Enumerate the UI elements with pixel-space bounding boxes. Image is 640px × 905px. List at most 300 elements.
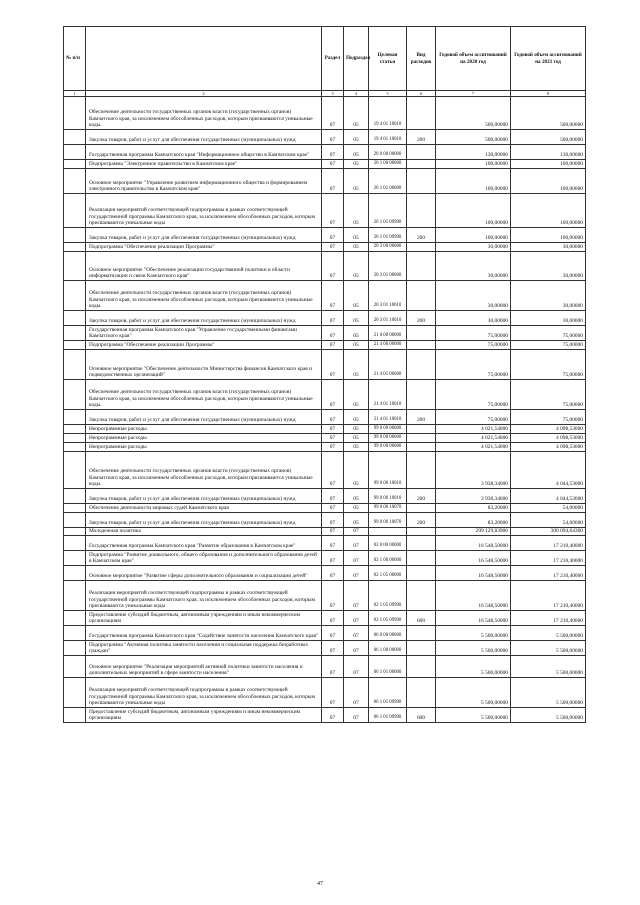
name-cell: Непрограммные расходы [86,425,322,434]
target-code-cell: 99 0 00 10010 [369,489,407,504]
target-code-cell: 20 1 01 09990 [369,228,407,243]
subsection-cell: 05 [344,97,369,130]
name-cell: Обеспечение деятельности государственных органов власти (государственных органов) Камчатского края, за исключением обособленных расходов, которым присваиваются уникальные коды. [86,97,322,130]
num-cell [64,528,86,536]
expense-type-cell: 200 [407,513,436,528]
num-cell [64,513,86,528]
subsection-cell: 07 [344,641,369,656]
table-row [64,513,586,528]
table-row [64,326,586,341]
table-row [64,341,586,350]
expense-type-cell [407,169,436,194]
num-cell [64,97,86,130]
section-cell: 07 [322,611,344,626]
section-cell: 07 [322,145,344,160]
amount-2020-cell: 16 548,50000 [436,611,511,626]
amount-2020-cell: 75,00000 [436,380,511,410]
expense-type-cell [407,97,436,130]
amount-2020-cell: 83,20000 [436,513,511,528]
amount-2021-cell: 75,00000 [511,380,586,410]
name-cell: Реализация мероприятий соответствующей подпрограммы в рамках соответствующей государственной программы Камчатского края, за исключением обособленных расходов, которым присваиваются уникальные коды [86,581,322,611]
num-cell [64,489,86,504]
expense-type-cell [407,656,436,678]
num-cell [64,145,86,160]
amount-2020-cell: 5 500,00000 [436,708,511,723]
table-row [64,380,586,410]
section-cell: 07 [322,252,344,281]
subsection-cell: 05 [344,130,369,145]
expense-type-cell [407,243,436,252]
section-cell: 07 [322,551,344,566]
target-code-cell: 21 0 00 00000 [369,326,407,341]
budget-table [63,26,586,723]
amount-2020-cell: 16 548,50000 [436,581,511,611]
expense-type-cell [407,145,436,160]
expense-type-cell [407,380,436,410]
table-row [64,504,586,513]
name-cell: Основное мероприятие "Обеспечение деятельности Министерства финансов Камчатского края и подведомственных организаций" [86,350,322,380]
subsection-cell: 05 [344,380,369,410]
expense-type-cell [407,581,436,611]
subsection-cell: 05 [344,281,369,311]
target-code-cell: 99 0 00 10010 [369,452,407,489]
name-cell: Подпрограмма "Активная политика занятости населения и социальная поддержка безработных граждан" [86,641,322,656]
table-body [64,91,586,723]
name-cell: Основное мероприятие "Обеспечение реализации государственной политики в области информатизации и связи Камчатского края" [86,252,322,281]
name-cell: Реализация мероприятий соответствующей подпрограммы в рамках соответствующей государственной программы Камчатского края, за исключением обособленных расходов, которым присваиваются уникальные коды [86,678,322,708]
section-cell: 07 [322,566,344,581]
target-code-cell: 21 4 01 10010 [369,380,407,410]
subsection-cell: 07 [344,581,369,611]
table-row [64,443,586,452]
section-cell: 07 [322,130,344,145]
subsection-cell: 05 [344,252,369,281]
expense-type-cell: 600 [407,708,436,723]
table-row [64,160,586,169]
amount-2021-cell: 30,00000 [511,243,586,252]
expense-type-cell [407,528,436,536]
amount-2021-cell: 5 500,00000 [511,641,586,656]
amount-2020-cell: 30,00000 [436,252,511,281]
expense-type-cell: 600 [407,611,436,626]
name-cell: Закупка товаров, работ и услуг для обеспечения государственных (муниципальных) нужд [86,513,322,528]
name-cell: Подпрограмма "Развитие дошкольного, общего образования и дополнительного образования детей в Камчатском крае" [86,551,322,566]
section-cell: 07 [322,425,344,434]
expense-type-cell [407,504,436,513]
expense-type-cell [407,641,436,656]
column-index: 4 [344,91,369,97]
target-code-cell: 21 4 01 10010 [369,410,407,425]
header-num: № п/п [64,27,86,91]
num-cell [64,641,86,656]
name-cell: Государственная программа Камчатского края "Развитие образования в Камчатском крае" [86,536,322,551]
amount-2020-cell: 83,20000 [436,504,511,513]
subsection-cell: 05 [344,160,369,169]
amount-2021-cell: 100,00000 [511,169,586,194]
table-header-row [64,27,586,91]
section-cell: 07 [322,489,344,504]
name-cell: Обеспечение деятельности государственных органов власти (государственных органов) Камчатского края, за исключением обособленных расходов, которым присваиваются уникальные коды. [86,281,322,311]
expense-type-cell [407,551,436,566]
amount-2021-cell: 17 210,40000 [511,581,586,611]
subsection-cell: 05 [344,443,369,452]
amount-2021-cell: 500,00000 [511,130,586,145]
amount-2021-cell: 100,00000 [511,194,586,228]
section-cell: 07 [322,97,344,130]
amount-2021-cell: 17 210,40000 [511,566,586,581]
target-code-cell: 19 4 01 10010 [369,97,407,130]
table-row [64,228,586,243]
column-index: 8 [511,91,586,97]
column-index: 1 [64,91,86,97]
amount-2020-cell: 500,00000 [436,97,511,130]
num-cell [64,611,86,626]
expense-type-cell [407,252,436,281]
amount-2021-cell: 300 094,64300 [511,528,586,536]
num-cell [64,130,86,145]
section-cell: 07 [322,626,344,641]
table-row [64,708,586,723]
num-cell [64,678,86,708]
target-code-cell: 21 4 00 00000 [369,341,407,350]
subsection-cell: 05 [344,326,369,341]
name-cell: Подпрограмма "Обеспечение реализации Программы" [86,243,322,252]
section-cell: 07 [322,656,344,678]
amount-2020-cell: 3 938,34000 [436,489,511,504]
expense-type-cell: 200 [407,489,436,504]
subsection-cell: 05 [344,228,369,243]
table-row [64,452,586,489]
subsection-cell: 05 [344,452,369,489]
name-cell: Реализация мероприятий соответствующей подпрограммы в рамках соответствующей государственной программы Камчатского края, за исключением обособленных расходов, которым присваиваются уникальные коды [86,194,322,228]
target-code-cell: 02 1 05 09990 [369,581,407,611]
amount-2020-cell: 16 548,50000 [436,536,511,551]
section-cell: 07 [322,708,344,723]
expense-type-cell: 200 [407,228,436,243]
table-row [64,281,586,311]
amount-2021-cell: 75,00000 [511,410,586,425]
name-cell: Предоставление субсидий бюджетным, автономным учреждениям и иным некоммерческим организациям [86,611,322,626]
amount-2020-cell: 100,00000 [436,194,511,228]
section-cell: 07 [322,350,344,380]
num-cell [64,326,86,341]
target-code-cell: 21 4 01 00000 [369,350,407,380]
amount-2021-cell: 30,00000 [511,252,586,281]
table-row [64,311,586,326]
target-code-cell: 06 1 00 00000 [369,641,407,656]
amount-2020-cell: 5 500,00000 [436,626,511,641]
target-code-cell [369,528,407,536]
num-cell [64,536,86,551]
amount-2021-cell: 5 500,00000 [511,708,586,723]
subsection-cell: 05 [344,194,369,228]
expense-type-cell [407,536,436,551]
num-cell [64,281,86,311]
table-row [64,551,586,566]
section-cell: 07 [322,452,344,489]
num-cell [64,452,86,489]
amount-2021-cell: 75,00000 [511,341,586,350]
section-cell: 07 [322,410,344,425]
section-cell: 07 [322,160,344,169]
section-cell: 07 [322,228,344,243]
section-cell: 07 [322,194,344,228]
amount-2020-cell: 299 129,83900 [436,528,511,536]
column-index: 7 [436,91,511,97]
section-cell: 07 [322,581,344,611]
subsection-cell: 07 [344,536,369,551]
header-name [86,27,322,91]
amount-2020-cell: 75,00000 [436,341,511,350]
table-row [64,130,586,145]
subsection-cell: 05 [344,169,369,194]
num-cell [64,504,86,513]
target-code-cell: 19 4 01 10010 [369,130,407,145]
amount-2021-cell: 5 500,00000 [511,656,586,678]
amount-2020-cell: 16 548,50000 [436,551,511,566]
table-row [64,611,586,626]
num-cell [64,350,86,380]
section-cell: 07 [322,311,344,326]
name-cell: Подпрограмма "Электронное правительство в Камчатском крае" [86,160,322,169]
num-cell [64,581,86,611]
column-index: 5 [369,91,407,97]
name-cell: Основное мероприятие "Развитие сферы дополнительного образования и социализации детей" [86,566,322,581]
table-row [64,169,586,194]
table-row [64,678,586,708]
header-section: Раздел [322,27,344,91]
amount-2021-cell: 30,00000 [511,281,586,311]
section-cell: 07 [322,513,344,528]
subsection-cell: 05 [344,410,369,425]
expense-type-cell: 200 [407,130,436,145]
amount-2020-cell: 100,00000 [436,228,511,243]
name-cell: Обеспечение деятельности мировых судей Камчатского края [86,504,322,513]
table-row [64,434,586,443]
name-cell: Государственная программа Камчатского края "Информационное общество в Камчатском крае" [86,145,322,160]
num-cell [64,228,86,243]
amount-2020-cell: 4 021,54000 [436,443,511,452]
table-row [64,528,586,536]
amount-2021-cell: 4 098,53000 [511,434,586,443]
table-row [64,536,586,551]
target-code-cell: 20 1 00 00000 [369,160,407,169]
subsection-cell: 05 [344,243,369,252]
amount-2021-cell: 17 210,40000 [511,611,586,626]
subsection-cell: 07 [344,678,369,708]
target-code-cell: 02 1 05 09990 [369,611,407,626]
amount-2020-cell: 30,00000 [436,281,511,311]
num-cell [64,656,86,678]
num-cell [64,194,86,228]
target-code-cell: 20 0 00 00000 [369,145,407,160]
amount-2020-cell: 16 548,50000 [436,566,511,581]
target-code-cell: 99 0 00 10070 [369,504,407,513]
amount-2020-cell: 5 500,00000 [436,656,511,678]
section-cell: 07 [322,678,344,708]
name-cell: Обеспечение деятельности государственных органов власти (государственных органов) Камчатского края, за исключением обособленных расходов, которым присваиваются уникальные коды. [86,380,322,410]
expense-type-cell [407,326,436,341]
amount-2021-cell: 130,00000 [511,145,586,160]
target-code-cell: 99 0 00 00000 [369,425,407,434]
num-cell [64,160,86,169]
amount-2020-cell: 5 500,00000 [436,678,511,708]
subsection-cell: 07 [344,656,369,678]
amount-2021-cell: 5 500,00000 [511,678,586,708]
num-cell [64,252,86,281]
num-cell [64,410,86,425]
amount-2020-cell: 500,00000 [436,130,511,145]
table-row [64,656,586,678]
subsection-cell: 07 [344,528,369,536]
target-code-cell: 20 3 01 10010 [369,311,407,326]
name-cell: Государственная программа Камчатского края "Содействие занятости населения Камчатского края" [86,626,322,641]
target-code-cell: 02 0 00 00000 [369,536,407,551]
table-row [64,566,586,581]
amount-2020-cell: 4 021,54000 [436,425,511,434]
amount-2020-cell: 75,00000 [436,326,511,341]
subsection-cell: 07 [344,551,369,566]
num-cell [64,341,86,350]
amount-2021-cell: 17 210,40000 [511,536,586,551]
name-cell: Непрограммные расходы [86,443,322,452]
expense-type-cell [407,350,436,380]
amount-2020-cell: 100,00000 [436,169,511,194]
subsection-cell: 05 [344,425,369,434]
amount-2020-cell: 5 500,00000 [436,641,511,656]
table-row [64,252,586,281]
amount-2021-cell: 5 500,00000 [511,626,586,641]
section-cell: 07 [322,434,344,443]
section-cell: 07 [322,281,344,311]
amount-2021-cell: 17 210,40000 [511,551,586,566]
target-code-cell: 06 1 01 09990 [369,678,407,708]
table-row [64,350,586,380]
subsection-cell: 05 [344,489,369,504]
num-cell [64,566,86,581]
table-row [64,641,586,656]
amount-2020-cell: 100,00000 [436,160,511,169]
target-code-cell: 06 1 01 09990 [369,708,407,723]
column-index: 3 [322,91,344,97]
target-code-cell: 20 1 01 00000 [369,169,407,194]
subsection-cell: 05 [344,350,369,380]
table-row [64,410,586,425]
amount-2021-cell: 54,00000 [511,504,586,513]
expense-type-cell [407,341,436,350]
section-cell: 07 [322,341,344,350]
amount-2021-cell: 30,00000 [511,311,586,326]
subsection-cell: 05 [344,311,369,326]
name-cell: Закупка товаров, работ и услуг для обеспечения государственных (муниципальных) нужд [86,228,322,243]
table-row [64,97,586,130]
expense-type-cell: 200 [407,311,436,326]
section-cell: 07 [322,504,344,513]
name-cell: Государственная программа Камчатского края "Управление государственными финансами Камчатского края" [86,326,322,341]
num-cell [64,243,86,252]
amount-2021-cell: 4 044,53000 [511,489,586,504]
header-subsection: Подраздел [344,27,369,91]
expense-type-cell [407,434,436,443]
amount-2020-cell: 3 938,34000 [436,452,511,489]
table-row [64,425,586,434]
amount-2020-cell: 75,00000 [436,410,511,425]
subsection-cell: 05 [344,434,369,443]
num-cell [64,551,86,566]
expense-type-cell [407,281,436,311]
header-y2020: Годовой объем ассигнований на 2020 год [436,27,511,91]
section-cell: 07 [322,536,344,551]
table-row [64,626,586,641]
target-code-cell: 02 1 05 00000 [369,566,407,581]
amount-2021-cell: 54,00000 [511,513,586,528]
expense-type-cell: 200 [407,410,436,425]
header-target: Целевая статья [369,27,407,91]
num-cell [64,169,86,194]
table-row [64,243,586,252]
name-cell: Основное мероприятие "Управление развитием информационного общества и формированием электронного правительства в Камчатском крае" [86,169,322,194]
amount-2021-cell: 100,00000 [511,228,586,243]
amount-2020-cell: 130,00000 [436,145,511,160]
name-cell: Закупка товаров, работ и услуг для обеспечения государственных (муниципальных) нужд [86,410,322,425]
name-cell: Непрограммные расходы [86,434,322,443]
num-cell [64,626,86,641]
amount-2021-cell: 75,00000 [511,350,586,380]
column-index: 2 [86,91,322,97]
subsection-cell: 07 [344,708,369,723]
target-code-cell: 06 0 00 00000 [369,626,407,641]
target-code-cell: 20 3 01 10010 [369,281,407,311]
subsection-cell: 05 [344,513,369,528]
num-cell [64,380,86,410]
expense-type-cell [407,452,436,489]
budget-table-sheet [63,26,585,723]
section-cell: 07 [322,443,344,452]
target-code-cell: 20 3 01 00000 [369,252,407,281]
amount-2020-cell: 30,00000 [436,243,511,252]
target-code-cell: 20 1 01 09990 [369,194,407,228]
subsection-cell: 07 [344,566,369,581]
amount-2020-cell: 75,00000 [436,350,511,380]
name-cell: Обеспечение деятельности государственных органов власти (государственных органов) Камчатского края, за исключением обособленных расходов, которым присваиваются уникальные коды. [86,452,322,489]
target-code-cell: 99 0 00 00000 [369,434,407,443]
name-cell: Закупка товаров, работ и услуг для обеспечения государственных (муниципальных) нужд [86,489,322,504]
target-code-cell: 20 3 00 00000 [369,243,407,252]
num-cell [64,311,86,326]
name-cell: Молодежная политика [86,528,322,536]
page-number: 47 [317,881,323,887]
num-cell [64,443,86,452]
expense-type-cell [407,626,436,641]
section-cell: 07 [322,380,344,410]
amount-2021-cell: 4 098,53000 [511,425,586,434]
num-cell [64,425,86,434]
expense-type-cell [407,566,436,581]
expense-type-cell [407,678,436,708]
subsection-cell: 05 [344,145,369,160]
amount-2020-cell: 4 021,54000 [436,434,511,443]
header-exptype: Вид расходов [407,27,436,91]
section-cell: 07 [322,326,344,341]
name-cell: Предоставление субсидий бюджетным, автономным учреждениям и иным некоммерческим организациям [86,708,322,723]
name-cell: Подпрограмма "Обеспечение реализации Программы" [86,341,322,350]
expense-type-cell [407,194,436,228]
section-cell: 07 [322,243,344,252]
subsection-cell: 07 [344,611,369,626]
amount-2021-cell: 500,00000 [511,97,586,130]
amount-2021-cell: 100,00000 [511,160,586,169]
table-row [64,145,586,160]
